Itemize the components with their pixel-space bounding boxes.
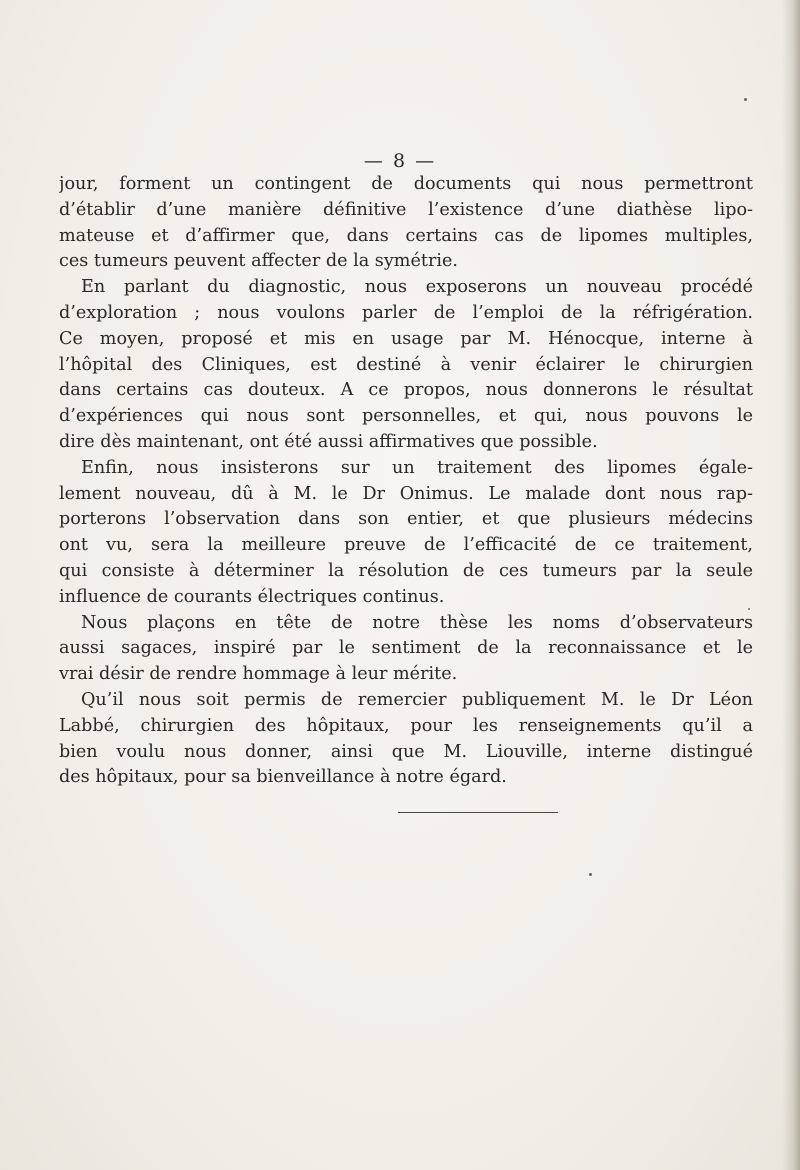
text-line: d’établir d’une manière définitive l’existence d’une diathèse lipo-	[59, 199, 753, 220]
text-line: ont vu, sera la meilleure preuve de l’efficacité de ce traitement,	[59, 535, 753, 556]
paper-speck	[744, 98, 747, 101]
text-line: d’exploration ; nous voulons parler de l’emploi de la réfrigération.	[59, 302, 753, 323]
text-line: lement nouveau, dû à M. le Dr Onimus. Le malade dont nous rap-	[59, 483, 753, 504]
text-line: des hôpitaux, pour sa bienveillance à notre égard.	[59, 767, 507, 788]
text-line: Ce moyen, proposé et mis en usage par M. Hénocque, interne à	[59, 328, 753, 349]
paper-speck	[589, 873, 592, 876]
text-line: Enfin, nous insisterons sur un traitement des lipomes égale-	[81, 457, 753, 478]
end-rule	[398, 812, 558, 813]
text-line: vrai désir de rendre hommage à leur mérite.	[59, 664, 458, 685]
text-line: mateuse et d’affirmer que, dans certains cas de lipomes multiples,	[59, 225, 753, 246]
text-line: Nous plaçons en tête de notre thèse les noms d’observateurs	[81, 612, 753, 633]
body-text	[59, 172, 753, 791]
text-line: aussi sagaces, inspiré par le sentiment de la reconnaissance et le	[59, 638, 753, 659]
text-line: qui consiste à déterminer la résolution de ces tumeurs par la seule	[59, 560, 753, 581]
text-line: Labbé, chirurgien des hôpitaux, pour les renseignements qu’il a	[59, 715, 753, 736]
text-line: jour, forment un contingent de documents qui nous permettront	[59, 174, 753, 194]
text-line: Qu’il nous soit permis de remercier publiquement M. le Dr Léon	[81, 689, 753, 710]
text-line: d’expériences qui nous sont personnelles, et qui, nous pouvons le	[59, 406, 753, 427]
text-line: ces tumeurs peuvent affecter de la symétrie.	[59, 251, 458, 272]
text-line: dans certains cas douteux. A ce propos, nous donnerons le résultat	[59, 380, 753, 401]
page-edge-shadow	[782, 0, 800, 1170]
page-number: — 8 —	[363, 150, 437, 172]
text-line: l’hôpital des Cliniques, est destiné à venir éclairer le chirurgien	[59, 354, 753, 375]
text-line: porterons l’observation dans son entier, et que plusieurs médecins	[59, 509, 753, 530]
text-line: influence de courants électriques continus.	[59, 586, 445, 607]
text-line: bien voulu nous donner, ainsi que M. Liouville, interne distingué	[59, 741, 753, 762]
paper-speck	[748, 608, 750, 610]
text-line: dire dès maintenant, ont été aussi affirmatives que possible.	[59, 431, 598, 452]
text-line: En parlant du diagnostic, nous exposerons un nouveau procédé	[81, 277, 753, 298]
